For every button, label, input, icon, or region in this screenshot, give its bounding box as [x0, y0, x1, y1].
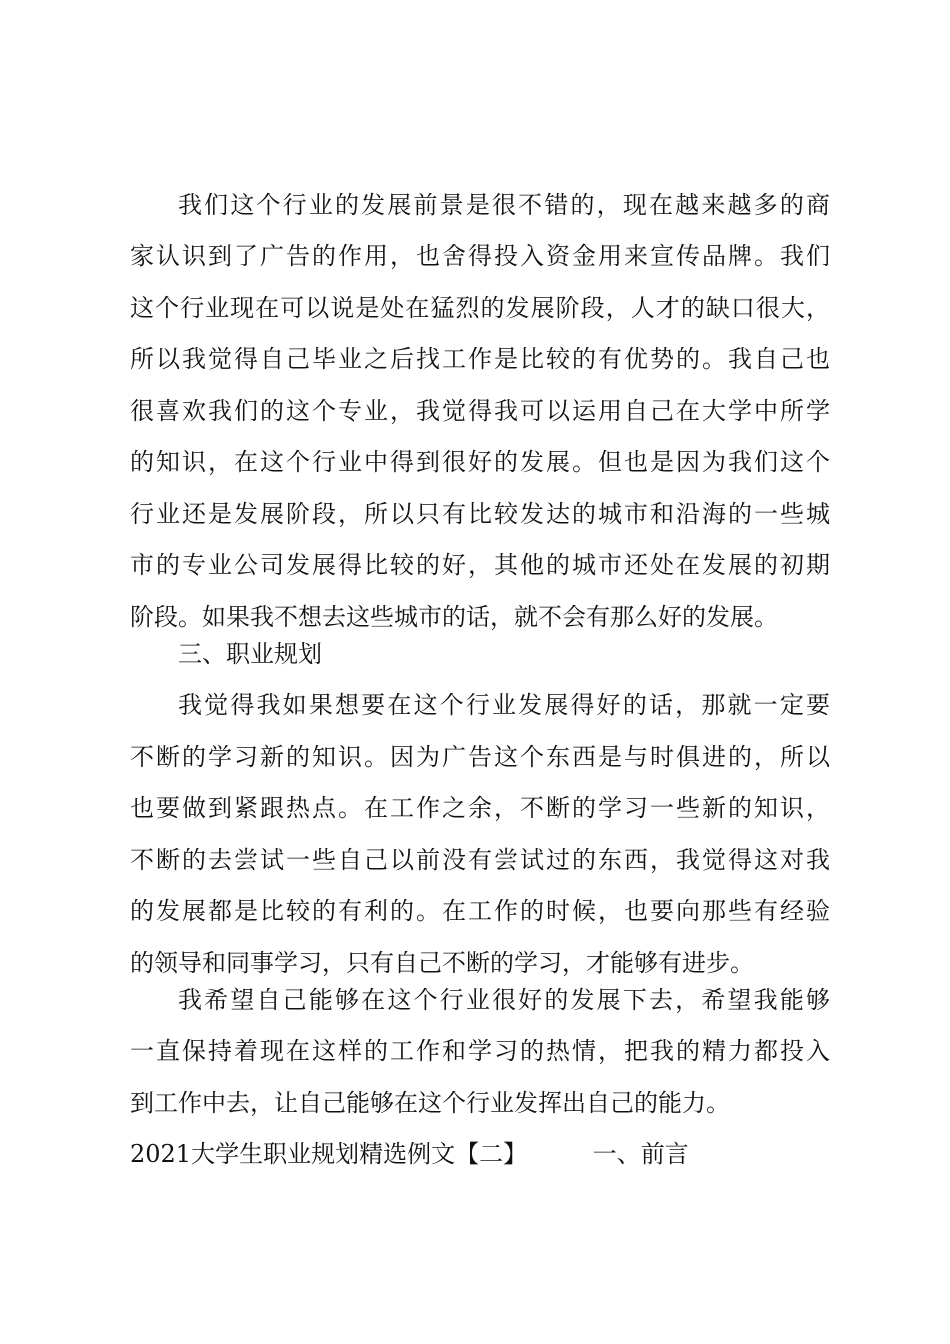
next-article-heading: [130, 1134, 689, 1174]
paragraph-3-line-2: 一直保持着现在这样的工作和学习的热情，把我的精力都投入: [130, 1037, 830, 1065]
paragraph-1-line-5: 很喜欢我们的这个专业，我觉得我可以运用自己在大学中所学: [130, 397, 830, 425]
next-article-first-section: 一、前言: [592, 1140, 689, 1168]
paragraph-3-line-3: 到工作中去，让自己能够在这个行业发挥出自己的能力。: [130, 1089, 730, 1117]
paragraph-2-line-4: 不断的去尝试一些自己以前没有尝试过的东西，我觉得这对我: [130, 846, 830, 874]
next-article-title: 2021大学生职业规划精选例文【二】: [130, 1140, 528, 1168]
paragraph-2-line-6: 的领导和同事学习，只有自己不断的学习，才能够有进步。: [130, 949, 754, 977]
paragraph-2-line-1: 我觉得我如果想要在这个行业发展得好的话，那就一定要: [178, 691, 830, 719]
paragraph-1-line-4: 所以我觉得自己毕业之后找工作是比较的有优势的。我自己也: [130, 345, 830, 373]
paragraph-1-line-3: 这个行业现在可以说是处在猛烈的发展阶段，人才的缺口很大，: [130, 294, 830, 322]
paragraph-1-line-1: 我们这个行业的发展前景是很不错的，现在越来越多的商: [178, 191, 830, 219]
paragraph-1-line-9: 阶段。如果我不想去这些城市的话，就不会有那么好的发展。: [130, 603, 778, 631]
paragraph-1-line-2: 家认识到了广告的作用，也舍得投入资金用来宣传品牌。我们: [130, 242, 830, 270]
paragraph-3-line-1: 我希望自己能够在这个行业很好的发展下去，希望我能够: [178, 986, 830, 1014]
paragraph-2-line-3: 也要做到紧跟热点。在工作之余，不断的学习一些新的知识，: [130, 794, 830, 822]
paragraph-1-line-6: 的知识，在这个行业中得到很好的发展。但也是因为我们这个: [130, 448, 830, 476]
paragraph-2-line-5: 的发展都是比较的有利的。在工作的时候，也要向那些有经验: [130, 897, 830, 925]
paragraph-1-line-7: 行业还是发展阶段，所以只有比较发达的城市和沿海的一些城: [130, 500, 830, 528]
paragraph-2-line-2: 不断的学习新的知识。因为广告这个东西是与时俱进的，所以: [130, 743, 830, 771]
section-heading: 三、职业规划: [178, 640, 322, 668]
paragraph-1-line-8: 市的专业公司发展得比较的好，其他的城市还处在发展的初期: [130, 551, 830, 579]
